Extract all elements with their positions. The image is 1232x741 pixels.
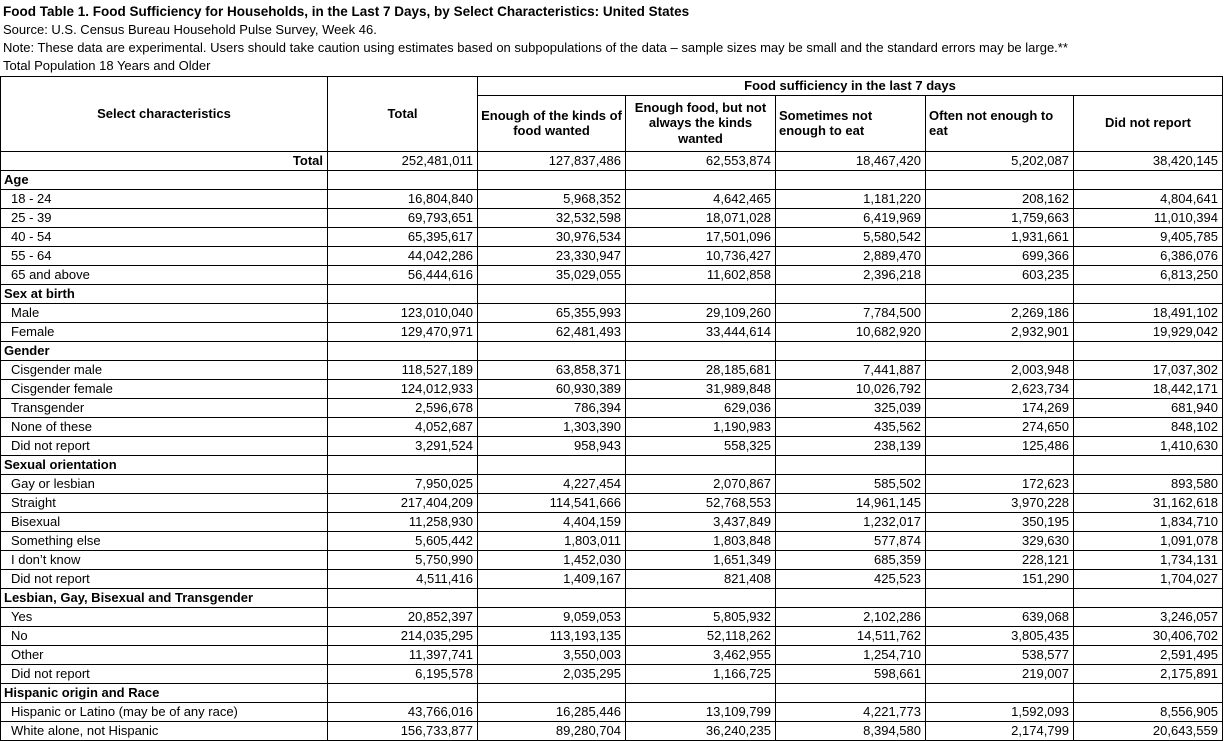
value-cell: 30,976,534 bbox=[478, 227, 626, 246]
value-cell: 329,630 bbox=[926, 531, 1074, 550]
value-cell: 123,010,040 bbox=[328, 303, 478, 322]
section-label-cell: Sex at birth bbox=[1, 284, 328, 303]
row-label-cell: No bbox=[1, 626, 328, 645]
value-cell: 228,121 bbox=[926, 550, 1074, 569]
row-label-cell: 40 - 54 bbox=[1, 227, 328, 246]
value-cell: 20,643,559 bbox=[1074, 721, 1223, 740]
value-cell: 124,012,933 bbox=[328, 379, 478, 398]
value-cell: 3,462,955 bbox=[626, 645, 776, 664]
section-label-cell: Lesbian, Gay, Bisexual and Transgender bbox=[1, 588, 328, 607]
value-cell bbox=[1074, 683, 1223, 702]
value-cell: 1,803,011 bbox=[478, 531, 626, 550]
value-cell bbox=[776, 170, 926, 189]
value-cell: 4,052,687 bbox=[328, 417, 478, 436]
value-cell: 1,190,983 bbox=[626, 417, 776, 436]
value-cell: 18,467,420 bbox=[776, 151, 926, 170]
row-label-cell: Did not report bbox=[1, 569, 328, 588]
value-cell: 1,931,661 bbox=[926, 227, 1074, 246]
value-cell: 2,174,799 bbox=[926, 721, 1074, 740]
value-cell: 18,491,102 bbox=[1074, 303, 1223, 322]
table-row bbox=[1, 474, 1223, 493]
value-cell: 16,804,840 bbox=[328, 189, 478, 208]
row-label-cell: Yes bbox=[1, 607, 328, 626]
value-cell: 603,235 bbox=[926, 265, 1074, 284]
value-cell: 4,404,159 bbox=[478, 512, 626, 531]
value-cell bbox=[626, 170, 776, 189]
value-cell: 598,661 bbox=[776, 664, 926, 683]
value-cell: 4,804,641 bbox=[1074, 189, 1223, 208]
value-cell: 17,501,096 bbox=[626, 227, 776, 246]
section-header-row bbox=[1, 588, 1223, 607]
row-label-cell: Did not report bbox=[1, 664, 328, 683]
value-cell bbox=[478, 284, 626, 303]
value-cell: 4,221,773 bbox=[776, 702, 926, 721]
value-cell bbox=[626, 588, 776, 607]
section-header-row bbox=[1, 170, 1223, 189]
row-label-cell: 65 and above bbox=[1, 265, 328, 284]
value-cell bbox=[926, 341, 1074, 360]
value-cell: 5,605,442 bbox=[328, 531, 478, 550]
value-cell: 4,511,416 bbox=[328, 569, 478, 588]
value-cell: 3,246,057 bbox=[1074, 607, 1223, 626]
value-cell bbox=[1074, 170, 1223, 189]
value-cell: 38,420,145 bbox=[1074, 151, 1223, 170]
header-group-row bbox=[1, 77, 1223, 96]
value-cell: 174,269 bbox=[926, 398, 1074, 417]
value-cell bbox=[776, 284, 926, 303]
table-row bbox=[1, 721, 1223, 740]
value-cell: 18,071,028 bbox=[626, 208, 776, 227]
value-cell: 577,874 bbox=[776, 531, 926, 550]
row-label-cell: Transgender bbox=[1, 398, 328, 417]
value-cell: 36,240,235 bbox=[626, 721, 776, 740]
value-cell: 4,227,454 bbox=[478, 474, 626, 493]
value-cell: 65,355,993 bbox=[478, 303, 626, 322]
value-cell: 681,940 bbox=[1074, 398, 1223, 417]
value-cell bbox=[776, 341, 926, 360]
table-row bbox=[1, 360, 1223, 379]
value-cell: 1,166,725 bbox=[626, 664, 776, 683]
value-cell: 435,562 bbox=[776, 417, 926, 436]
value-cell: 3,550,003 bbox=[478, 645, 626, 664]
table-row bbox=[1, 493, 1223, 512]
section-label-cell: Age bbox=[1, 170, 328, 189]
value-cell: 6,386,076 bbox=[1074, 246, 1223, 265]
value-cell: 56,444,616 bbox=[328, 265, 478, 284]
value-cell: 60,930,389 bbox=[478, 379, 626, 398]
value-cell: 11,602,858 bbox=[626, 265, 776, 284]
row-label-cell: Female bbox=[1, 322, 328, 341]
value-cell: 8,556,905 bbox=[1074, 702, 1223, 721]
value-cell: 1,410,630 bbox=[1074, 436, 1223, 455]
food-sufficiency-table bbox=[0, 76, 1223, 741]
value-cell: 1,704,027 bbox=[1074, 569, 1223, 588]
value-cell bbox=[626, 683, 776, 702]
value-cell: 821,408 bbox=[626, 569, 776, 588]
value-cell bbox=[1074, 588, 1223, 607]
document-header bbox=[0, 0, 1232, 76]
value-cell: 28,185,681 bbox=[626, 360, 776, 379]
value-cell: 2,596,678 bbox=[328, 398, 478, 417]
value-cell: 31,162,618 bbox=[1074, 493, 1223, 512]
value-cell: 62,481,493 bbox=[478, 322, 626, 341]
value-cell: 10,736,427 bbox=[626, 246, 776, 265]
section-label-cell: Sexual orientation bbox=[1, 455, 328, 474]
value-cell: 1,452,030 bbox=[478, 550, 626, 569]
value-cell: 2,175,891 bbox=[1074, 664, 1223, 683]
value-cell: 208,162 bbox=[926, 189, 1074, 208]
value-cell: 5,805,932 bbox=[626, 607, 776, 626]
table-row bbox=[1, 303, 1223, 322]
value-cell: 1,651,349 bbox=[626, 550, 776, 569]
value-cell bbox=[626, 341, 776, 360]
value-cell: 3,970,228 bbox=[926, 493, 1074, 512]
value-cell: 65,395,617 bbox=[328, 227, 478, 246]
value-cell: 1,091,078 bbox=[1074, 531, 1223, 550]
value-cell bbox=[478, 455, 626, 474]
table-row bbox=[1, 417, 1223, 436]
value-cell: 1,303,390 bbox=[478, 417, 626, 436]
value-cell: 44,042,286 bbox=[328, 246, 478, 265]
value-cell: 9,405,785 bbox=[1074, 227, 1223, 246]
value-cell: 127,837,486 bbox=[478, 151, 626, 170]
value-cell: 7,950,025 bbox=[328, 474, 478, 493]
value-cell: 6,813,250 bbox=[1074, 265, 1223, 284]
value-cell: 219,007 bbox=[926, 664, 1074, 683]
table-row bbox=[1, 398, 1223, 417]
value-cell: 3,437,849 bbox=[626, 512, 776, 531]
value-cell: 7,784,500 bbox=[776, 303, 926, 322]
table-row bbox=[1, 550, 1223, 569]
value-cell: 23,330,947 bbox=[478, 246, 626, 265]
col-header-enough-not-always-kinds: Enough food, but not always the kinds wanted bbox=[626, 95, 776, 151]
table-row bbox=[1, 702, 1223, 721]
value-cell: 11,397,741 bbox=[328, 645, 478, 664]
value-cell: 11,258,930 bbox=[328, 512, 478, 531]
row-label-cell: Straight bbox=[1, 493, 328, 512]
value-cell: 848,102 bbox=[1074, 417, 1223, 436]
value-cell: 9,059,053 bbox=[478, 607, 626, 626]
value-cell: 14,961,145 bbox=[776, 493, 926, 512]
value-cell: 558,325 bbox=[626, 436, 776, 455]
value-cell: 20,852,397 bbox=[328, 607, 478, 626]
value-cell bbox=[926, 455, 1074, 474]
value-cell: 252,481,011 bbox=[328, 151, 478, 170]
value-cell: 274,650 bbox=[926, 417, 1074, 436]
section-header-row bbox=[1, 455, 1223, 474]
row-label-cell: Did not report bbox=[1, 436, 328, 455]
value-cell: 2,932,901 bbox=[926, 322, 1074, 341]
value-cell: 1,759,663 bbox=[926, 208, 1074, 227]
value-cell: 5,750,990 bbox=[328, 550, 478, 569]
value-cell bbox=[328, 284, 478, 303]
value-cell: 89,280,704 bbox=[478, 721, 626, 740]
value-cell: 113,193,135 bbox=[478, 626, 626, 645]
value-cell: 17,037,302 bbox=[1074, 360, 1223, 379]
value-cell: 5,968,352 bbox=[478, 189, 626, 208]
value-cell: 6,195,578 bbox=[328, 664, 478, 683]
value-cell: 52,768,553 bbox=[626, 493, 776, 512]
table-header bbox=[1, 77, 1223, 152]
value-cell bbox=[328, 683, 478, 702]
table-row bbox=[1, 151, 1223, 170]
value-cell: 217,404,209 bbox=[328, 493, 478, 512]
value-cell: 3,805,435 bbox=[926, 626, 1074, 645]
value-cell bbox=[328, 588, 478, 607]
value-cell: 3,291,524 bbox=[328, 436, 478, 455]
value-cell: 639,068 bbox=[926, 607, 1074, 626]
section-label-cell: Hispanic origin and Race bbox=[1, 683, 328, 702]
table-row bbox=[1, 645, 1223, 664]
value-cell bbox=[926, 683, 1074, 702]
value-cell: 2,591,495 bbox=[1074, 645, 1223, 664]
value-cell: 629,036 bbox=[626, 398, 776, 417]
value-cell: 538,577 bbox=[926, 645, 1074, 664]
row-label-cell: Total bbox=[1, 151, 328, 170]
value-cell: 32,532,598 bbox=[478, 208, 626, 227]
value-cell: 425,523 bbox=[776, 569, 926, 588]
table-row bbox=[1, 265, 1223, 284]
value-cell: 958,943 bbox=[478, 436, 626, 455]
table-body bbox=[1, 151, 1223, 740]
value-cell bbox=[926, 170, 1074, 189]
row-label-cell: Other bbox=[1, 645, 328, 664]
table-row bbox=[1, 246, 1223, 265]
value-cell: 8,394,580 bbox=[776, 721, 926, 740]
value-cell: 1,409,167 bbox=[478, 569, 626, 588]
value-cell: 585,502 bbox=[776, 474, 926, 493]
row-label-cell: White alone, not Hispanic bbox=[1, 721, 328, 740]
section-header-row bbox=[1, 284, 1223, 303]
value-cell bbox=[328, 455, 478, 474]
table-row bbox=[1, 208, 1223, 227]
value-cell bbox=[1074, 284, 1223, 303]
value-cell bbox=[626, 455, 776, 474]
value-cell: 35,029,055 bbox=[478, 265, 626, 284]
value-cell bbox=[776, 683, 926, 702]
value-cell bbox=[328, 341, 478, 360]
value-cell: 172,623 bbox=[926, 474, 1074, 493]
table-row bbox=[1, 379, 1223, 398]
value-cell: 238,139 bbox=[776, 436, 926, 455]
table-row bbox=[1, 664, 1223, 683]
source-line: Source: U.S. Census Bureau Household Pulse Survey, Week 46. bbox=[3, 22, 377, 37]
value-cell: 31,989,848 bbox=[626, 379, 776, 398]
value-cell: 33,444,614 bbox=[626, 322, 776, 341]
value-cell: 5,202,087 bbox=[926, 151, 1074, 170]
value-cell: 2,102,286 bbox=[776, 607, 926, 626]
page-title: Food Table 1. Food Sufficiency for Households, in the Last 7 Days, by Select Characteristics: United States bbox=[3, 4, 690, 19]
value-cell: 151,290 bbox=[926, 569, 1074, 588]
value-cell: 52,118,262 bbox=[626, 626, 776, 645]
table-row bbox=[1, 531, 1223, 550]
col-group-header-food-sufficiency: Food sufficiency in the last 7 days bbox=[478, 77, 1223, 96]
value-cell: 1,834,710 bbox=[1074, 512, 1223, 531]
value-cell: 325,039 bbox=[776, 398, 926, 417]
value-cell bbox=[328, 170, 478, 189]
value-cell bbox=[478, 683, 626, 702]
table-row bbox=[1, 189, 1223, 208]
value-cell bbox=[776, 455, 926, 474]
table-row bbox=[1, 626, 1223, 645]
value-cell: 125,486 bbox=[926, 436, 1074, 455]
row-label-cell: 18 - 24 bbox=[1, 189, 328, 208]
row-label-cell: Cisgender female bbox=[1, 379, 328, 398]
value-cell: 2,623,734 bbox=[926, 379, 1074, 398]
value-cell: 13,109,799 bbox=[626, 702, 776, 721]
section-header-row bbox=[1, 341, 1223, 360]
row-label-cell: Bisexual bbox=[1, 512, 328, 531]
value-cell: 1,232,017 bbox=[776, 512, 926, 531]
table-row bbox=[1, 512, 1223, 531]
value-cell bbox=[776, 588, 926, 607]
col-header-did-not-report: Did not report bbox=[1074, 95, 1223, 151]
value-cell: 156,733,877 bbox=[328, 721, 478, 740]
value-cell bbox=[926, 284, 1074, 303]
value-cell bbox=[478, 341, 626, 360]
row-label-cell: Cisgender male bbox=[1, 360, 328, 379]
col-header-total: Total bbox=[328, 77, 478, 152]
value-cell: 2,003,948 bbox=[926, 360, 1074, 379]
table-row bbox=[1, 227, 1223, 246]
section-header-row bbox=[1, 683, 1223, 702]
row-label-cell: 55 - 64 bbox=[1, 246, 328, 265]
value-cell: 2,889,470 bbox=[776, 246, 926, 265]
row-label-cell: 25 - 39 bbox=[1, 208, 328, 227]
value-cell: 69,793,651 bbox=[328, 208, 478, 227]
value-cell: 7,441,887 bbox=[776, 360, 926, 379]
row-label-cell: Something else bbox=[1, 531, 328, 550]
value-cell: 1,592,093 bbox=[926, 702, 1074, 721]
value-cell: 19,929,042 bbox=[1074, 322, 1223, 341]
col-header-sometimes-not-enough: Sometimes not enough to eat bbox=[776, 95, 926, 151]
value-cell bbox=[478, 588, 626, 607]
value-cell: 29,109,260 bbox=[626, 303, 776, 322]
value-cell: 6,419,969 bbox=[776, 208, 926, 227]
row-label-cell: Male bbox=[1, 303, 328, 322]
value-cell: 63,858,371 bbox=[478, 360, 626, 379]
value-cell: 43,766,016 bbox=[328, 702, 478, 721]
value-cell: 5,580,542 bbox=[776, 227, 926, 246]
value-cell: 1,803,848 bbox=[626, 531, 776, 550]
value-cell: 10,682,920 bbox=[776, 322, 926, 341]
table-row bbox=[1, 607, 1223, 626]
value-cell: 118,527,189 bbox=[328, 360, 478, 379]
row-label-cell: I don’t know bbox=[1, 550, 328, 569]
value-cell: 14,511,762 bbox=[776, 626, 926, 645]
value-cell: 114,541,666 bbox=[478, 493, 626, 512]
col-header-often-not-enough: Often not enough to eat bbox=[926, 95, 1074, 151]
value-cell: 2,070,867 bbox=[626, 474, 776, 493]
value-cell bbox=[626, 284, 776, 303]
value-cell bbox=[1074, 455, 1223, 474]
value-cell: 11,010,394 bbox=[1074, 208, 1223, 227]
row-label-cell: None of these bbox=[1, 417, 328, 436]
value-cell: 129,470,971 bbox=[328, 322, 478, 341]
value-cell: 2,396,218 bbox=[776, 265, 926, 284]
table-row bbox=[1, 569, 1223, 588]
value-cell: 350,195 bbox=[926, 512, 1074, 531]
value-cell bbox=[1074, 341, 1223, 360]
col-header-select-characteristics: Select characteristics bbox=[1, 77, 328, 152]
value-cell: 62,553,874 bbox=[626, 151, 776, 170]
value-cell: 10,026,792 bbox=[776, 379, 926, 398]
population-line: Total Population 18 Years and Older bbox=[3, 58, 211, 73]
value-cell: 893,580 bbox=[1074, 474, 1223, 493]
table-row bbox=[1, 322, 1223, 341]
value-cell: 1,734,131 bbox=[1074, 550, 1223, 569]
value-cell: 2,269,186 bbox=[926, 303, 1074, 322]
note-line: Note: These data are experimental. Users should take caution using estimates based on subpopulations of the data – sample sizes may be small and the standard errors may be large.** bbox=[3, 40, 1068, 55]
value-cell: 786,394 bbox=[478, 398, 626, 417]
value-cell: 16,285,446 bbox=[478, 702, 626, 721]
col-header-enough-kinds-wanted: Enough of the kinds of food wanted bbox=[478, 95, 626, 151]
value-cell bbox=[478, 170, 626, 189]
value-cell: 18,442,171 bbox=[1074, 379, 1223, 398]
value-cell: 2,035,295 bbox=[478, 664, 626, 683]
value-cell: 699,366 bbox=[926, 246, 1074, 265]
row-label-cell: Hispanic or Latino (may be of any race) bbox=[1, 702, 328, 721]
section-label-cell: Gender bbox=[1, 341, 328, 360]
value-cell: 1,181,220 bbox=[776, 189, 926, 208]
value-cell bbox=[926, 588, 1074, 607]
value-cell: 30,406,702 bbox=[1074, 626, 1223, 645]
row-label-cell: Gay or lesbian bbox=[1, 474, 328, 493]
value-cell: 4,642,465 bbox=[626, 189, 776, 208]
value-cell: 1,254,710 bbox=[776, 645, 926, 664]
value-cell: 214,035,295 bbox=[328, 626, 478, 645]
table-row bbox=[1, 436, 1223, 455]
value-cell: 685,359 bbox=[776, 550, 926, 569]
